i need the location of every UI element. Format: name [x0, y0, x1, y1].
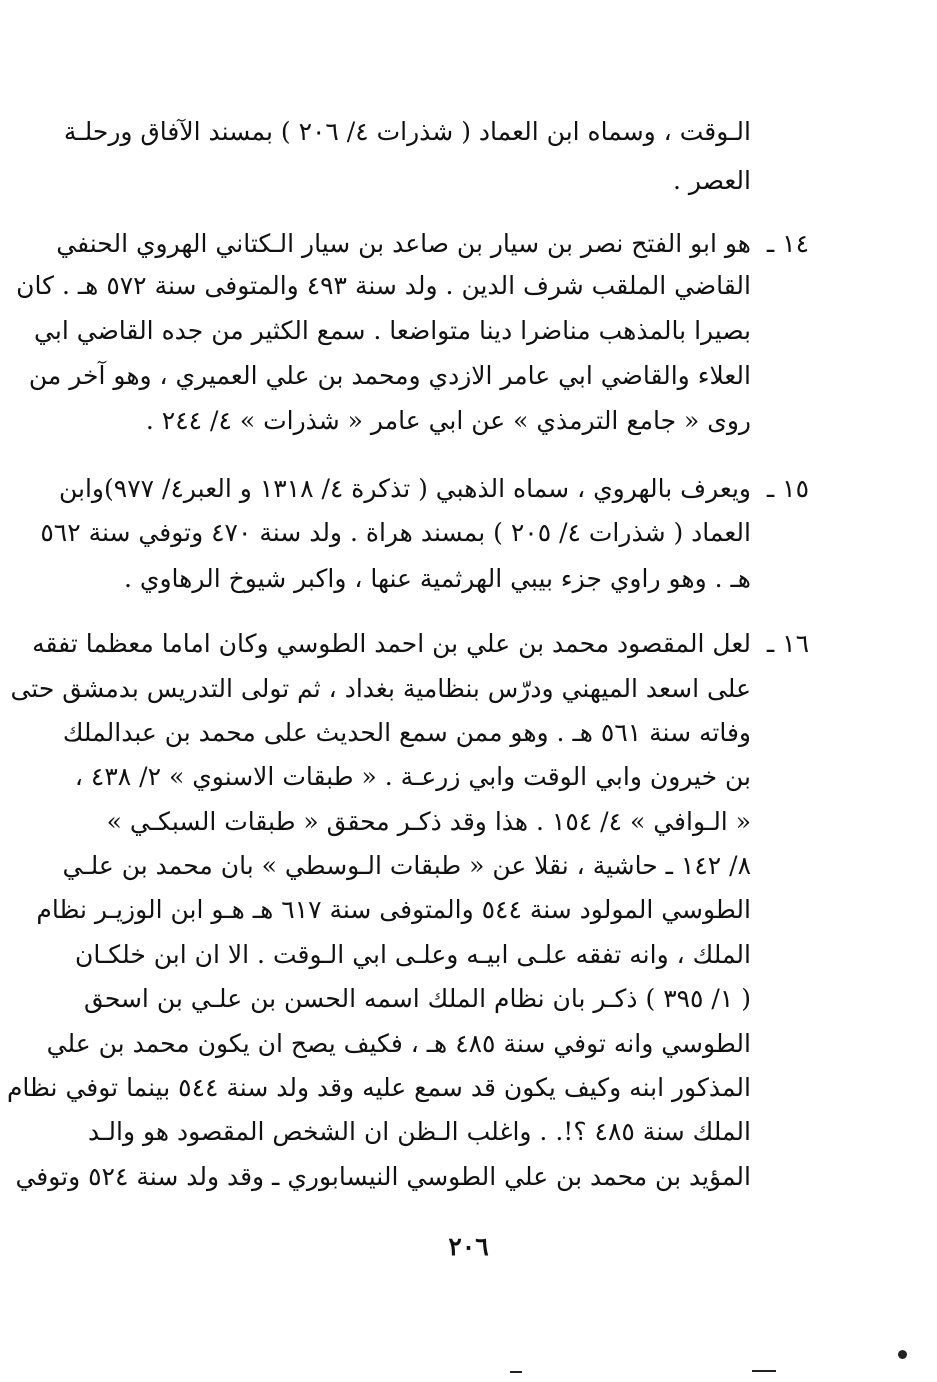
- text-line: العصر .: [673, 166, 751, 195]
- text-line: ( ١/ ٣٩٥ ) ذكـر بان نظام الملك اسمه الحسن بن علـي بن اسحق: [84, 984, 751, 1013]
- text-line: الملك سنة ٤٨٥ ؟!. . واغلب الـظن ان الشخص المقصود هو والـد: [87, 1117, 751, 1146]
- scan-mark: [752, 1370, 776, 1372]
- text-line: الطوسي المولود سنة ٥٤٤ والمتوفى سنة ٦١٧ هـ هـو ابن الوزيـر نظام: [36, 895, 751, 924]
- text-line: العماد ( شذرات ٤/ ٢٠٥ ) بمسند هراة . ولد سنة ٤٧٠ وتوفي سنة ٥٦٢: [40, 518, 751, 547]
- text-line: ٨/ ١٤٢ ـ حاشية ، نقلا عن « طبقات الـوسطي » بان محمد بن علـي: [62, 851, 751, 880]
- text-line: هـ . وهو راوي جزء بيبي الهرثمية عنها ، واكبر شيوخ الرهاوي .: [124, 564, 751, 593]
- text-line: المذكور ابنه وكيف يكون قد سمع عليه وقد ولد سنة ٥٤٤ بينما توفي نظام: [6, 1073, 751, 1102]
- note-number: ١٦ ـ: [766, 629, 809, 658]
- text-line: لعل المقصود محمد بن علي بن احمد الطوسي وكان اماما معظما تفقه: [32, 629, 751, 658]
- text-line: بصيرا بالمذهب مناضرا دينا متواضعا . سمع الكثير من جده القاضي ابي: [34, 316, 751, 345]
- text-line: بن خيرون وابي الوقت وابي زرعـة . « طبقات الاسنوي » ٢/ ٤٣٨ ،: [74, 762, 751, 791]
- text-line: روى « جامع الترمذي » عن ابي عامر « شذرات » ٤/ ٢٤٤ .: [145, 406, 751, 435]
- text-line: ويعرف بالهروي ، سماه الذهبي ( تذكرة ٤/ ١٣١٨ و العبر٤/ ٩٧٧)وابن: [59, 474, 751, 503]
- note-number: ١٥ ـ: [766, 474, 809, 503]
- scan-mark: [510, 1371, 522, 1373]
- page-number: ٢٠٦: [448, 1232, 489, 1261]
- scan-mark: [898, 1350, 907, 1359]
- text-line: العلاء والقاضي ابي عامر الازدي ومحمد بن علي العميري ، وهو آخر من: [28, 361, 751, 390]
- text-line: الـوقت ، وسماه ابن العماد ( شذرات ٤/ ٢٠٦ ) بمسند الآفاق ورحلـة: [63, 117, 751, 146]
- text-line: المؤيد بن محمد بن علي الطوسي النيسابوري ـ وقد ولد سنة ٥٢٤ وتوفي: [15, 1162, 751, 1191]
- text-line: وفاته سنة ٥٦١ هـ . وهو ممن سمع الحديث على محمد بن عبدالملك: [62, 718, 751, 747]
- text-line: « الـوافي » ٤/ ١٥٤ . هذا وقد ذكـر محقق « طبقات السبكـي »: [106, 807, 751, 836]
- note-number: ١٤ ـ: [766, 229, 809, 258]
- text-line: الطوسي وانه توفي سنة ٤٨٥ هـ ، فكيف يصح ان يكون محمد بن علي: [46, 1029, 751, 1058]
- text-line: على اسعد الميهني ودرّس بنظامية بغداد ، ثم تولى التدريس بدمشق حتى: [10, 674, 751, 703]
- text-line: الملك ، وانه تفقه علـى ابيـه وعلـى ابي الـوقت . الا ان ابن خلكـان: [74, 940, 751, 969]
- text-line: هو ابو الفتح نصر بن سيار بن صاعد بن سيار الـكتاني الهروي الحنفي: [56, 229, 751, 258]
- text-line: القاضي الملقب شرف الدين . ولد سنة ٤٩٣ والمتوفى سنة ٥٧٢ هـ . كان: [16, 271, 751, 300]
